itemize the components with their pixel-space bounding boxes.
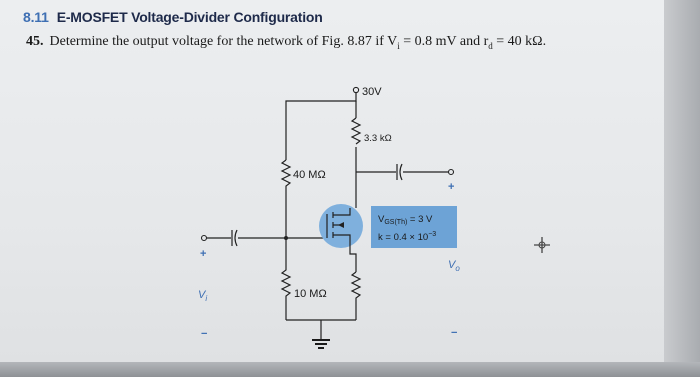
top-rail-wire bbox=[286, 93, 356, 160]
problem-number: 45. bbox=[26, 34, 44, 49]
problem-text-1: Determine the output voltage for the network of Fig. 8.87 if V bbox=[49, 34, 398, 49]
output-plus: + bbox=[448, 181, 455, 193]
input-terminal bbox=[202, 236, 207, 241]
input-minus: − bbox=[201, 328, 208, 340]
input-capacitor bbox=[232, 230, 237, 246]
problem-text-3: = 40 kΩ. bbox=[492, 34, 547, 49]
page-edge-right bbox=[664, 0, 700, 377]
input-plus: + bbox=[200, 248, 207, 260]
page-edge-bottom bbox=[0, 362, 700, 377]
vo-label: $V_o$ bbox=[448, 259, 460, 273]
supply-label: 30V bbox=[362, 86, 382, 98]
output-terminal bbox=[449, 170, 454, 175]
r1-resistor bbox=[282, 160, 290, 238]
source-wire bbox=[350, 246, 356, 272]
output-capacitor bbox=[397, 164, 402, 180]
section-title: E-MOSFET Voltage-Divider Configuration bbox=[56, 9, 323, 25]
r2-label: 10 MΩ bbox=[294, 288, 327, 300]
spec-vgs-label: $V_{GS(Th)} = 3$ V bbox=[378, 214, 433, 226]
spec-k-label: $k = 0.4 \times 10^{-3}$ bbox=[378, 231, 437, 243]
ground-symbol bbox=[312, 340, 330, 348]
r1-label: 40 MΩ bbox=[293, 169, 326, 181]
r2-resistor bbox=[282, 238, 290, 320]
supply-terminal bbox=[353, 87, 358, 92]
problem-rd-sub: d bbox=[488, 40, 493, 51]
rs-resistor bbox=[352, 272, 360, 320]
section-number: 8.11 bbox=[23, 9, 49, 25]
rd-label: 3.3 kΩ bbox=[364, 133, 392, 144]
vi-label: $V_i$ bbox=[198, 289, 208, 303]
crosshair-cursor-icon bbox=[533, 236, 551, 254]
problem-text-2: = 0.8 mV and r bbox=[399, 34, 489, 49]
output-minus: − bbox=[451, 327, 458, 339]
rd-resistor bbox=[352, 118, 360, 144]
problem-vi-sub: i bbox=[397, 40, 400, 51]
